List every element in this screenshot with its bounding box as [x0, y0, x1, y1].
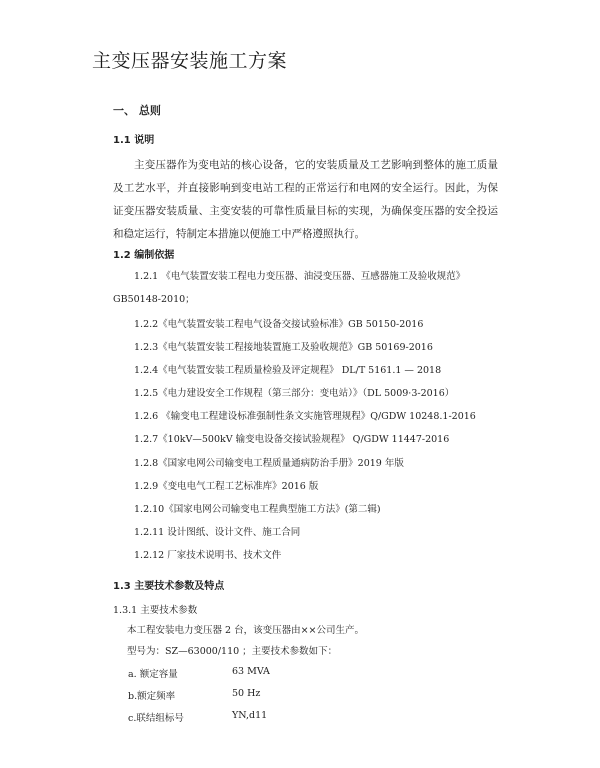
param-value: YN,d11 — [232, 710, 268, 721]
reference-item: 1.2.7《10kV—500kV 输变电设备交接试验规程》 Q/GDW 11447-2016 — [134, 434, 450, 445]
reference-item: 1.2.12 厂家技术说明书、技术文件 — [134, 550, 282, 561]
reference-item: 1.2.5《电力建设安全工作规程（第三部分：变电站）》（DL 5009·3-2016） — [134, 388, 455, 399]
reference-item: 1.2.9《变电电气工程工艺标准库》2016 版 — [134, 481, 319, 492]
subsection-heading-basis: 1.2 编制依据 — [113, 250, 175, 261]
subsection-heading-parameters: 1.3 主要技术参数及特点 — [113, 581, 225, 592]
param-value: 50 Hz — [232, 688, 261, 699]
description-paragraph: 主变压器作为变电站的核心设备，它的安装质量及工艺影响到整体的施工质量及工艺水平，并直接影响到变电站工程的正常运行和电网的安全运行。因此，为保证变压器安装质量、主变安装的可靠性质量目标的实现，为确保变压器的安全投运和稳定运行，特制定本措施以便施工中严格遵照执行。 — [113, 159, 498, 240]
reference-item: 1.2.8《国家电网公司输变电工程质量通病防治手册》2019 年版 — [134, 458, 404, 469]
page-title: 主变压器安装施工方案 — [92, 50, 288, 72]
reference-item: 1.2.6 《输变电工程建设标准强制性条文实施管理规程》Q/GDW 10248.1-2016 — [134, 411, 476, 422]
parameters-subheading: 1.3.1 主要技术参数 — [113, 605, 198, 616]
reference-item: 1.2.4《电气装置安装工程质量检验及评定规程》 DL/T 5161.1 — 2018 — [134, 365, 442, 376]
intro-line: 本工程安装电力变压器 2 台，该变压器由××公司生产。 — [127, 625, 365, 636]
reference-item: 1.2.2《电气装置安装工程电气设备交接试验标准》GB 50150-2016 — [134, 319, 424, 330]
subsection-heading-description: 1.1 说明 — [113, 135, 155, 146]
reference-item: 1.2.3《电气装置安装工程接地装置施工及验收规范》GB 50169-2016 — [134, 342, 433, 353]
param-label: b.额定频率 — [128, 691, 176, 702]
param-label: c.联结组标号 — [128, 713, 184, 724]
param-label: a. 额定容量 — [128, 669, 178, 680]
reference-item: 1.2.1 《电气装置安装工程电力变压器、油浸变压器、互感器施工及验收规范》GB50148-2010； — [113, 271, 466, 305]
model-line: 型号为：SZ—63000/110 ；主要技术参数如下： — [127, 646, 338, 657]
reference-item: 1.2.11 设计图纸、设计文件、施工合同 — [134, 527, 301, 538]
section-heading-general: 一、 总则 — [113, 104, 161, 117]
reference-item: 1.2.10《国家电网公司输变电工程典型施工方法》(第二辑) — [134, 504, 381, 515]
param-value: 63 MVA — [232, 666, 270, 677]
